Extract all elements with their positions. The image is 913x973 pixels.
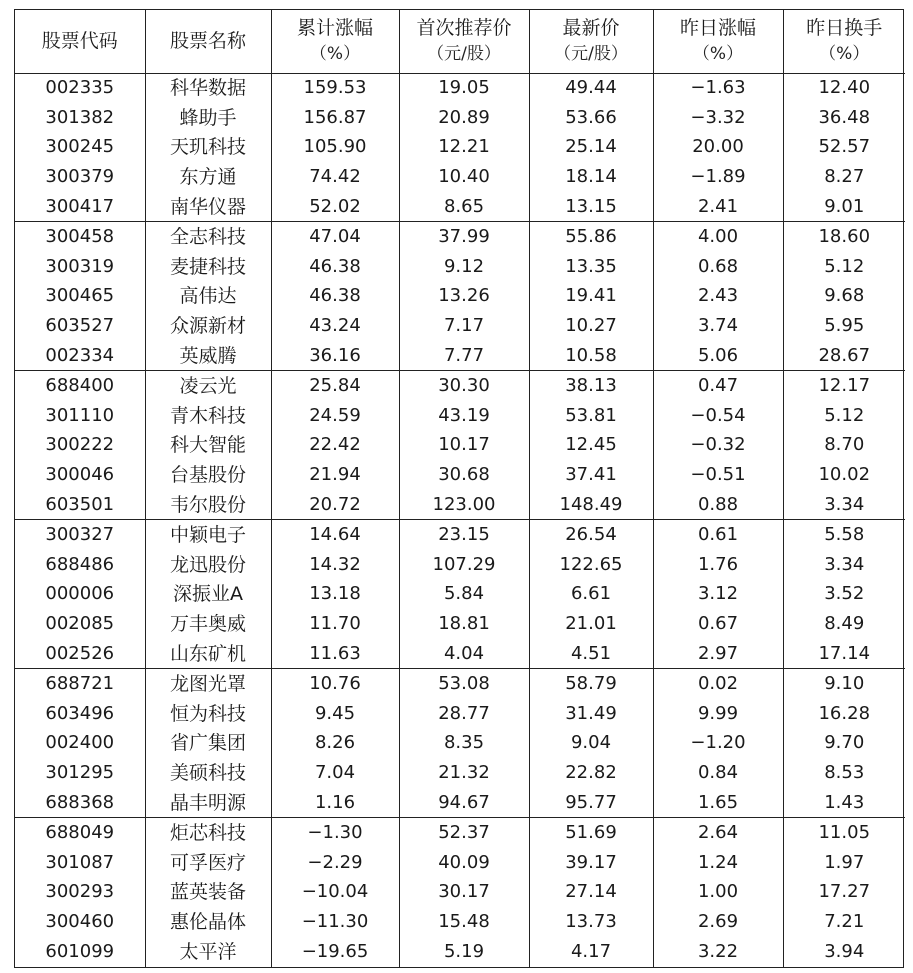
stock-code: 300458 — [45, 226, 115, 248]
stock-name: 龙迅股份 — [145, 550, 271, 580]
stock-code: 002526 — [15, 639, 145, 669]
cumulative-gain: 46.38 — [271, 282, 399, 312]
prev-turnover: 12.40 — [783, 73, 905, 103]
prev-turnover: 18.60 — [783, 222, 905, 252]
first-price: 53.08 — [399, 669, 529, 699]
prev-turnover: 3.94 — [783, 937, 905, 967]
prev-turnover: 36.48 — [783, 103, 905, 133]
stock-table — [15, 10, 905, 967]
stock-name: 科大智能 — [145, 431, 271, 461]
prev-change: 0.47 — [653, 371, 783, 401]
latest-price: 148.49 — [529, 490, 653, 520]
stock-name: 万丰奥威 — [145, 609, 271, 639]
latest-price: 39.17 — [529, 848, 653, 878]
header-prev-turnover: 昨日换手 （%） — [783, 10, 905, 73]
header-cum-gain-unit: （%） — [309, 44, 361, 65]
first-price: 28.77 — [399, 699, 529, 729]
prev-turnover: 10.02 — [783, 460, 905, 490]
latest-price: 13.35 — [529, 252, 653, 282]
stock-code: 300245 — [45, 136, 115, 158]
stock-code: 002335 — [45, 77, 115, 99]
prev-turnover: 8.70 — [783, 431, 905, 461]
prev-change: 0.88 — [653, 490, 783, 520]
cumulative-gain: −1.30 — [271, 818, 399, 848]
first-price: 52.37 — [399, 818, 529, 848]
cumulative-gain: 156.87 — [271, 103, 399, 133]
latest-price: 4.17 — [529, 937, 653, 967]
prev-change: −1.89 — [653, 162, 783, 192]
cumulative-gain: 25.84 — [271, 371, 399, 401]
stock-name: 韦尔股份 — [145, 490, 271, 520]
first-price: 12.21 — [399, 133, 529, 163]
first-price: 10.17 — [399, 431, 529, 461]
prev-change: −1.63 — [653, 73, 783, 103]
stock-code: 300465 — [45, 285, 115, 307]
stock-code: 688049 — [45, 822, 115, 844]
stock-code: 002400 — [45, 732, 115, 754]
first-price: 20.89 — [399, 103, 529, 133]
table-row — [15, 73, 905, 103]
stock-name: 青木科技 — [145, 401, 271, 431]
first-price: 7.17 — [399, 311, 529, 341]
prev-change: 2.43 — [653, 282, 783, 312]
cumulative-gain: 8.26 — [271, 729, 399, 759]
header-prev-change: 昨日涨幅 （%） — [653, 10, 783, 73]
table-row — [15, 699, 905, 729]
cumulative-gain: 74.42 — [271, 162, 399, 192]
first-price: 94.67 — [399, 788, 529, 818]
table-row — [15, 222, 905, 252]
cumulative-gain: 36.16 — [271, 341, 399, 371]
latest-price: 6.61 — [529, 580, 653, 610]
header-latest-price: 最新价 （元/股） — [529, 10, 653, 73]
stock-code: 301295 — [45, 762, 115, 784]
prev-turnover: 5.58 — [783, 520, 905, 550]
first-price: 37.99 — [399, 222, 529, 252]
header-prev-change-unit: （%） — [692, 44, 744, 65]
stock-name: 龙图光罩 — [145, 669, 271, 699]
table-row — [15, 937, 905, 967]
stock-name: 晶丰明源 — [145, 788, 271, 818]
prev-change: 0.84 — [653, 758, 783, 788]
cumulative-gain: 47.04 — [271, 222, 399, 252]
table-row — [15, 252, 905, 282]
prev-turnover: 28.67 — [783, 341, 905, 371]
latest-price: 4.51 — [529, 639, 653, 669]
stock-name: 恒为科技 — [145, 699, 271, 729]
cumulative-gain: 105.90 — [271, 133, 399, 163]
stock-code: 300379 — [45, 166, 115, 188]
cumulative-gain: 7.04 — [271, 758, 399, 788]
stock-name: 美硕科技 — [145, 758, 271, 788]
first-price: 23.15 — [399, 520, 529, 550]
prev-change: −0.32 — [653, 431, 783, 461]
latest-price: 10.58 — [529, 341, 653, 371]
header-first-price: 首次推荐价 （元/股） — [399, 10, 529, 73]
latest-price: 12.45 — [529, 431, 653, 461]
prev-change: 2.69 — [653, 907, 783, 937]
prev-turnover: 3.34 — [783, 550, 905, 580]
first-price: 15.48 — [399, 907, 529, 937]
cumulative-gain: 46.38 — [271, 252, 399, 282]
stock-code: 300460 — [45, 911, 115, 933]
table-row — [15, 669, 905, 699]
table-row — [15, 282, 905, 312]
first-price: 13.26 — [399, 282, 529, 312]
first-price: 7.77 — [399, 341, 529, 371]
stock-name: 南华仪器 — [145, 192, 271, 222]
first-price: 123.00 — [399, 490, 529, 520]
table-row — [15, 431, 905, 461]
table-row — [15, 878, 905, 908]
prev-turnover: 16.28 — [783, 699, 905, 729]
stock-name: 山东矿机 — [145, 639, 271, 669]
prev-change: 2.41 — [653, 192, 783, 222]
cumulative-gain: 10.76 — [271, 669, 399, 699]
stock-code: 688486 — [45, 553, 115, 575]
prev-change: 1.76 — [653, 550, 783, 580]
first-price: 18.81 — [399, 609, 529, 639]
cumulative-gain: 11.63 — [271, 639, 399, 669]
stock-name: 英威腾 — [145, 341, 271, 371]
prev-change: −3.32 — [653, 103, 783, 133]
prev-change: 1.00 — [653, 878, 783, 908]
header-prev-turnover-unit: （%） — [819, 44, 870, 65]
cumulative-gain: 159.53 — [271, 73, 399, 103]
first-price: 21.32 — [399, 758, 529, 788]
stock-name: 惠伦晶体 — [145, 907, 271, 937]
stock-name: 台基股份 — [145, 460, 271, 490]
stock-name: 天玑科技 — [145, 133, 271, 163]
first-price: 5.19 — [399, 937, 529, 967]
prev-change: 2.97 — [653, 639, 783, 669]
stock-code: 300327 — [45, 524, 115, 546]
latest-price: 13.73 — [529, 907, 653, 937]
cumulative-gain: −10.04 — [271, 878, 399, 908]
latest-price: 55.86 — [529, 222, 653, 252]
first-price: 19.05 — [399, 73, 529, 103]
first-price: 9.12 — [399, 252, 529, 282]
table-row — [15, 758, 905, 788]
table-row — [15, 609, 905, 639]
prev-turnover: 17.27 — [783, 878, 905, 908]
cumulative-gain: 13.18 — [271, 580, 399, 610]
latest-price: 53.66 — [529, 103, 653, 133]
stock-code: 300417 — [15, 192, 145, 222]
stock-code: 000006 — [45, 583, 115, 605]
header-row — [15, 10, 905, 73]
stock-name: 深振业A — [145, 580, 271, 610]
latest-price: 21.01 — [529, 609, 653, 639]
stock-code: 300293 — [45, 881, 115, 903]
prev-turnover: 3.52 — [783, 580, 905, 610]
table-row — [15, 192, 905, 222]
stock-name: 全志科技 — [145, 222, 271, 252]
prev-turnover: 52.57 — [783, 133, 905, 163]
prev-turnover: 1.43 — [783, 788, 905, 818]
stock-code: 300222 — [45, 434, 115, 456]
stock-name: 高伟达 — [145, 282, 271, 312]
prev-turnover: 9.10 — [783, 669, 905, 699]
latest-price: 122.65 — [529, 550, 653, 580]
latest-price: 9.04 — [529, 729, 653, 759]
table-row — [15, 639, 905, 669]
stock-code: 601099 — [45, 941, 115, 963]
latest-price: 27.14 — [529, 878, 653, 908]
stock-code: 301382 — [45, 106, 115, 128]
prev-change: 1.24 — [653, 848, 783, 878]
stock-code: 688368 — [15, 788, 145, 818]
cumulative-gain: 22.42 — [271, 431, 399, 461]
first-price: 30.68 — [399, 460, 529, 490]
cumulative-gain: 21.94 — [271, 460, 399, 490]
cumulative-gain: 43.24 — [271, 311, 399, 341]
header-name: 股票名称 — [145, 10, 271, 73]
prev-change: 5.06 — [653, 341, 783, 371]
cumulative-gain: 14.64 — [271, 520, 399, 550]
prev-turnover: 12.17 — [783, 371, 905, 401]
prev-turnover: 5.12 — [783, 401, 905, 431]
stock-code: 301110 — [45, 404, 115, 426]
prev-change: 0.61 — [653, 520, 783, 550]
stock-code: 603496 — [45, 702, 115, 724]
prev-change: −1.20 — [653, 729, 783, 759]
table-row — [15, 848, 905, 878]
header-cum-gain: 累计涨幅 （%） — [271, 10, 399, 73]
latest-price: 18.14 — [529, 162, 653, 192]
table-row — [15, 401, 905, 431]
stock-name: 众源新材 — [145, 311, 271, 341]
table-row — [15, 341, 905, 371]
stock-name: 科华数据 — [145, 73, 271, 103]
prev-change: 1.65 — [653, 788, 783, 818]
prev-change: −0.51 — [653, 460, 783, 490]
table-row — [15, 818, 905, 848]
latest-price: 38.13 — [529, 371, 653, 401]
prev-turnover: 8.49 — [783, 609, 905, 639]
table-row — [15, 550, 905, 580]
stock-name: 麦捷科技 — [145, 252, 271, 282]
prev-turnover: 5.95 — [783, 311, 905, 341]
stock-name: 中颖电子 — [145, 520, 271, 550]
prev-turnover: 5.12 — [783, 252, 905, 282]
first-price: 5.84 — [399, 580, 529, 610]
prev-change: 3.22 — [653, 937, 783, 967]
prev-change: 2.64 — [653, 818, 783, 848]
cumulative-gain: 9.45 — [271, 699, 399, 729]
prev-change: 20.00 — [653, 133, 783, 163]
table-row — [15, 520, 905, 550]
cumulative-gain: −19.65 — [271, 937, 399, 967]
prev-turnover: 9.70 — [783, 729, 905, 759]
table-row — [15, 371, 905, 401]
stock-code: 301087 — [45, 851, 115, 873]
stock-code: 300319 — [45, 255, 115, 277]
stock-code: 603527 — [45, 315, 115, 337]
prev-change: 4.00 — [653, 222, 783, 252]
latest-price: 10.27 — [529, 311, 653, 341]
stock-name: 东方通 — [145, 162, 271, 192]
prev-change: 3.12 — [653, 580, 783, 610]
table-row — [15, 788, 905, 818]
stock-name: 太平洋 — [145, 937, 271, 967]
latest-price: 31.49 — [529, 699, 653, 729]
prev-change: 0.02 — [653, 669, 783, 699]
stock-name: 炬芯科技 — [145, 818, 271, 848]
stock-code: 002085 — [45, 613, 115, 635]
table-row — [15, 729, 905, 759]
prev-turnover: 8.53 — [783, 758, 905, 788]
prev-turnover: 8.27 — [783, 162, 905, 192]
prev-turnover: 17.14 — [783, 639, 905, 669]
cumulative-gain: 20.72 — [271, 490, 399, 520]
header-first-price-unit: （元/股） — [427, 44, 501, 65]
stock-code: 603501 — [15, 490, 145, 520]
cumulative-gain: 24.59 — [271, 401, 399, 431]
latest-price: 22.82 — [529, 758, 653, 788]
latest-price: 53.81 — [529, 401, 653, 431]
header-code: 股票代码 — [15, 10, 145, 73]
first-price: 10.40 — [399, 162, 529, 192]
prev-turnover: 11.05 — [783, 818, 905, 848]
stock-name: 蓝英装备 — [145, 878, 271, 908]
prev-change: 9.99 — [653, 699, 783, 729]
stock-code: 688400 — [45, 375, 115, 397]
prev-turnover: 7.21 — [783, 907, 905, 937]
cumulative-gain: 11.70 — [271, 609, 399, 639]
latest-price: 37.41 — [529, 460, 653, 490]
table-row — [15, 133, 905, 163]
stock-name: 可孚医疗 — [145, 848, 271, 878]
latest-price: 49.44 — [529, 73, 653, 103]
latest-price: 19.41 — [529, 282, 653, 312]
table-row — [15, 460, 905, 490]
table-row — [15, 311, 905, 341]
table-row — [15, 162, 905, 192]
latest-price: 58.79 — [529, 669, 653, 699]
prev-change: 0.68 — [653, 252, 783, 282]
prev-turnover: 9.01 — [783, 192, 905, 222]
first-price: 8.65 — [399, 192, 529, 222]
stock-name: 省广集团 — [145, 729, 271, 759]
cumulative-gain: 1.16 — [271, 788, 399, 818]
prev-turnover: 3.34 — [783, 490, 905, 520]
stock-name: 凌云光 — [145, 371, 271, 401]
cumulative-gain: −11.30 — [271, 907, 399, 937]
first-price: 4.04 — [399, 639, 529, 669]
stock-code: 688721 — [45, 673, 115, 695]
prev-turnover: 1.97 — [783, 848, 905, 878]
stock-table-frame — [14, 9, 904, 968]
table-row — [15, 580, 905, 610]
table-row — [15, 103, 905, 133]
first-price: 107.29 — [399, 550, 529, 580]
prev-change: 3.74 — [653, 311, 783, 341]
stock-code: 002334 — [15, 341, 145, 371]
table-row — [15, 490, 905, 520]
latest-price: 26.54 — [529, 520, 653, 550]
latest-price: 95.77 — [529, 788, 653, 818]
table-row — [15, 907, 905, 937]
cumulative-gain: 14.32 — [271, 550, 399, 580]
stock-name: 蜂助手 — [145, 103, 271, 133]
prev-change: −0.54 — [653, 401, 783, 431]
stock-code: 300046 — [45, 464, 115, 486]
header-latest-price-unit: （元/股） — [554, 44, 628, 65]
cumulative-gain: −2.29 — [271, 848, 399, 878]
latest-price: 51.69 — [529, 818, 653, 848]
first-price: 30.17 — [399, 878, 529, 908]
prev-turnover: 9.68 — [783, 282, 905, 312]
first-price: 8.35 — [399, 729, 529, 759]
latest-price: 25.14 — [529, 133, 653, 163]
first-price: 30.30 — [399, 371, 529, 401]
first-price: 40.09 — [399, 848, 529, 878]
cumulative-gain: 52.02 — [271, 192, 399, 222]
latest-price: 13.15 — [529, 192, 653, 222]
table-body — [15, 73, 905, 967]
prev-change: 0.67 — [653, 609, 783, 639]
first-price: 43.19 — [399, 401, 529, 431]
